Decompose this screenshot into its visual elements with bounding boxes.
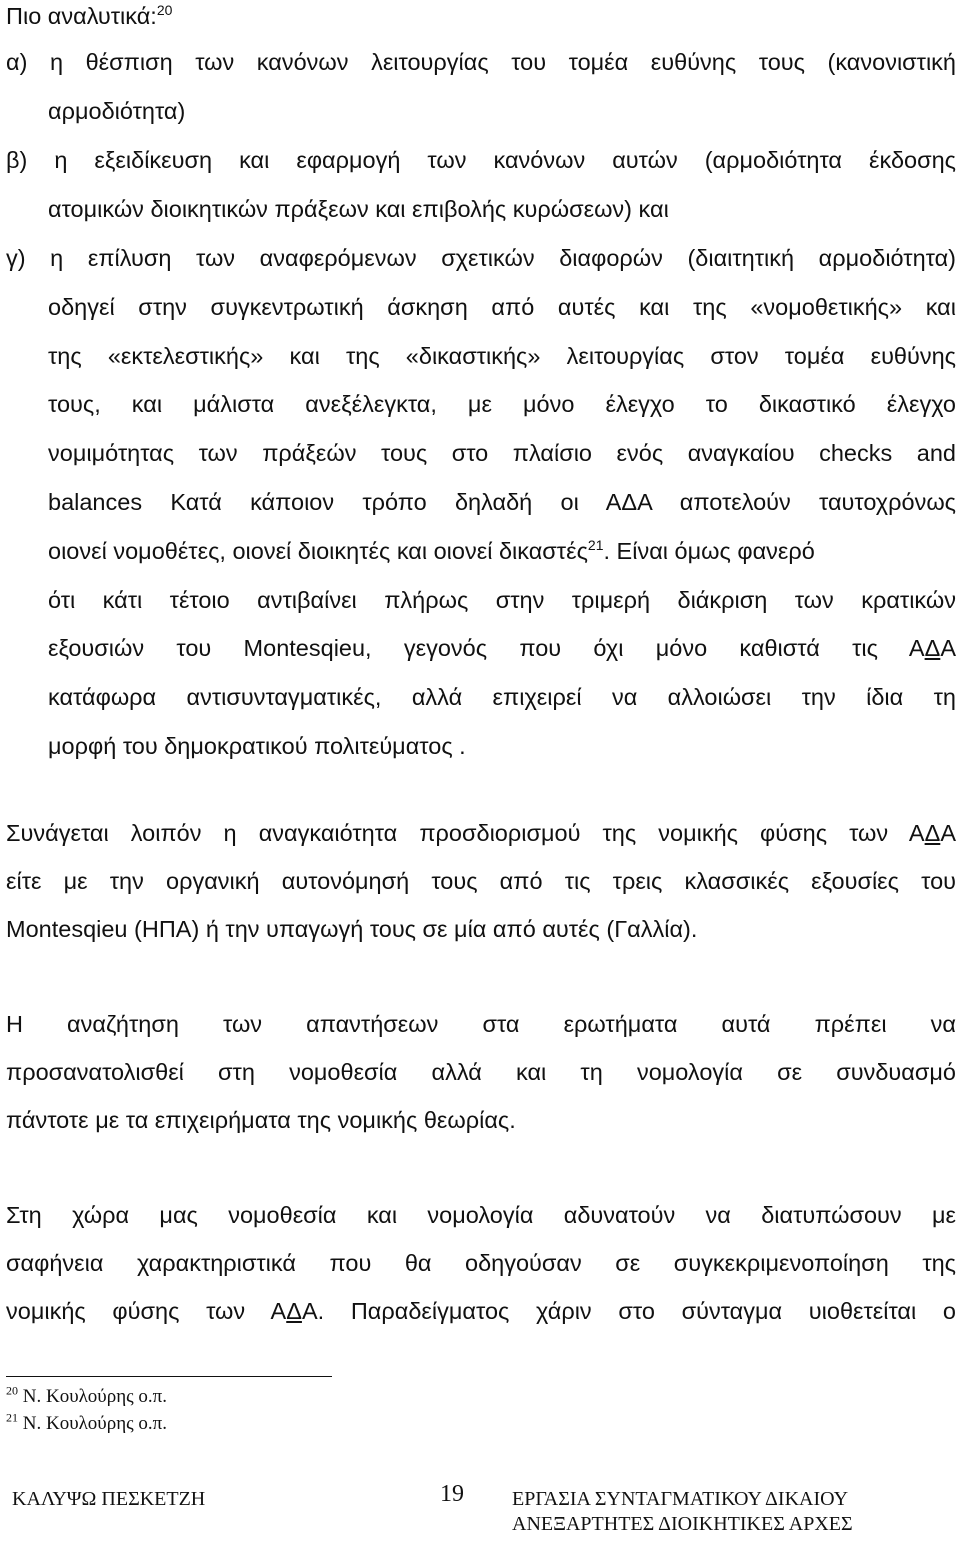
footnote-number: 21 bbox=[6, 1410, 18, 1425]
footnote-ref: 20 bbox=[156, 2, 173, 19]
paragraph-line: Montesqieu (ΗΠΑ) ή την υπαγωγή τους σε μία από αυτές (Γαλλία). bbox=[6, 916, 698, 942]
footnote bbox=[6, 1410, 168, 1435]
underlined-letter: Δ bbox=[924, 635, 941, 661]
list-item-c-line: κατάφωρα αντισυνταγματικές, αλλά επιχειρεί να αλλοιώσει την ίδια τη bbox=[48, 684, 956, 710]
list-item-c-line: ότι κάτι τέτοιο αντιβαίνει πλήρως στην τριμερή διάκριση των κρατικών bbox=[48, 587, 956, 613]
list-item-b-line: ατομικών διοικητικών πράξεων και επιβολής κυρώσεων) και bbox=[48, 196, 669, 222]
line-text: Α bbox=[940, 820, 956, 846]
list-item-c-line: της «εκτελεστικής» και της «δικαστικής» λειτουργίας στον τομέα ευθύνης bbox=[48, 343, 956, 369]
footnote-text: Ν. Κουλούρης ο.π. bbox=[18, 1386, 168, 1407]
underlined-letter: Δ bbox=[924, 820, 941, 846]
line-segment bbox=[48, 537, 815, 565]
footer-author: ΚΑΛΥΨΩ ΠΕΣΚΕΤΖΗ bbox=[12, 1488, 206, 1510]
list-item-c-line: balances Κατά κάποιον τρόπο δηλαδή οι ΑΔΑ αποτελούν ταυτοχρόνως bbox=[48, 489, 956, 515]
footnote bbox=[6, 1383, 168, 1408]
paragraph-line: Στη χώρα μας νομοθεσία και νομολογία αδυνατούν να διατυπώσουν με bbox=[6, 1202, 956, 1228]
footnote-number: 20 bbox=[6, 1383, 18, 1398]
list-item-c-line: γ) η επίλυση των αναφερόμενων σχετικών διαφορών (διαιτητική αρμοδιότητα) bbox=[6, 245, 956, 271]
paragraph-line: πάντοτε με τα επιχειρήματα της νομικής θεωρίας. bbox=[6, 1107, 516, 1133]
footer-title-line: ΑΝΕΞΑΡΤΗΤΕΣ ΔΙΟΙΚΗΤΙΚΕΣ ΑΡΧΕΣ bbox=[512, 1513, 853, 1535]
list-item-c-line: νομιμότητας των πράξεών τους στο πλαίσιο ενός αναγκαίου checks and bbox=[48, 440, 956, 466]
line-text: οιονεί νομοθέτες, οιονεί διοικητές και οιονεί δικαστές bbox=[48, 538, 588, 564]
list-item-b-line: β) η εξειδίκευση και εφαρμογή των κανόνων αυτών (αρμοδιότητα έκδοσης bbox=[6, 147, 956, 173]
paragraph-line: προσανατολισθεί στη νομοθεσία αλλά και τη νομολογία σε συνδυασμό bbox=[6, 1059, 956, 1085]
list-item-c-line: τους, και μάλιστα ανεξέλεγκτα, με μόνο έλεγχο το δικαστικό έλεγχο bbox=[48, 391, 956, 417]
list-item-c-line bbox=[48, 634, 956, 662]
footnote-ref: 21 bbox=[587, 537, 604, 554]
line-text: . Είναι όμως φανερό bbox=[603, 538, 815, 564]
list-item-a-line: α) η θέσπιση των κανόνων λειτουργίας του τομέα ευθύνης τους (κανονιστική bbox=[6, 49, 956, 75]
paragraph-line: είτε με την οργανική αυτονόμησή τους από τις τρεις κλασσικές εξουσίες του bbox=[6, 868, 956, 894]
footnote-separator bbox=[6, 1376, 332, 1377]
list-item-c-line: οδηγεί στην συγκεντρωτική άσκηση από αυτές και της «νομοθετικής» και bbox=[48, 294, 956, 320]
paragraph-line: σαφήνεια χαρακτηριστικά που θα οδηγούσαν σε συγκεκριμενοποίηση της bbox=[6, 1250, 956, 1276]
footer-page-number: 19 bbox=[440, 1481, 464, 1507]
paragraph-line: Η αναζήτηση των απαντήσεων στα ερωτήματα αυτά πρέπει να bbox=[6, 1011, 956, 1037]
heading-text: Πιο αναλυτικά: bbox=[6, 3, 157, 29]
line-text: εξουσιών του Montesqieu, γεγονός που όχι μόνο καθιστά τις Α bbox=[48, 635, 925, 661]
list-item-a-line: αρμοδιότητα) bbox=[48, 98, 186, 124]
line-text: Α bbox=[940, 635, 956, 661]
list-item-c-line: μορφή του δημοκρατικού πολιτεύματος . bbox=[48, 733, 466, 759]
underlined-letter: Δ bbox=[286, 1298, 302, 1324]
footer-title-line: ΕΡΓΑΣΙΑ ΣΥΝΤΑΓΜΑΤΙΚΟΥ ΔΙΚΑΙΟΥ bbox=[512, 1488, 849, 1510]
paragraph-line bbox=[6, 1297, 956, 1325]
footnote-text: Ν. Κουλούρης ο.π. bbox=[18, 1413, 168, 1434]
paragraph-line bbox=[6, 819, 956, 847]
section-heading bbox=[6, 2, 172, 30]
line-text: Συνάγεται λοιπόν η αναγκαιότητα προσδιορισμού της νομικής φύσης των Α bbox=[6, 820, 925, 846]
list-item-c-line bbox=[48, 537, 956, 565]
line-text: νομικής φύσης των Α bbox=[6, 1298, 287, 1324]
line-text: Α. Παραδείγματος χάριν στο σύνταγμα υιοθετείται ο bbox=[301, 1298, 956, 1324]
